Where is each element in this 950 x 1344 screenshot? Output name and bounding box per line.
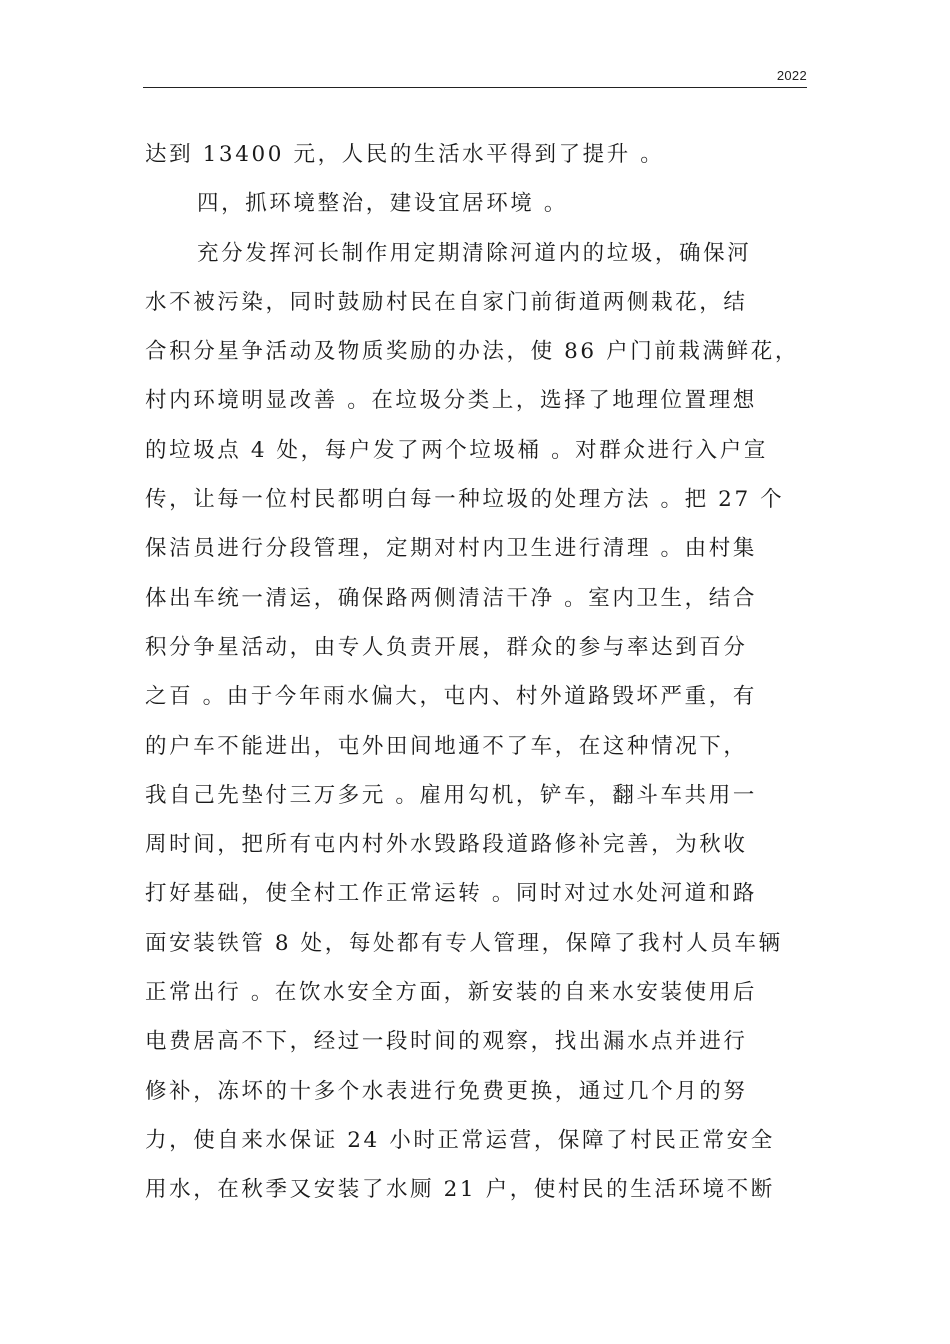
text-line: 的垃圾点 4 处，每户发了两个垃圾桶 。对群众进行入户宣 (145, 437, 768, 463)
text-line: 水不被污染，同时鼓励村民在自家门前街道两侧栽花，结 (145, 289, 748, 315)
text-line: 修补，冻坏的十多个水表进行免费更换，通过几个月的努 (145, 1078, 748, 1104)
text-line: 之百 。由于今年雨水偏大，屯内、村外道路毁坏严重，有 (145, 684, 757, 710)
text-line: 合积分星争活动及物质奖励的办法，使 86 户门前栽满鲜花， (145, 339, 799, 365)
text-line: 积分争星活动，由专人负责开展，群众的参与率达到百分 (145, 634, 748, 660)
document-body (145, 130, 809, 1215)
text-line: 周时间，把所有屯内村外水毁路段道路修补完善，为秋收 (145, 832, 748, 858)
text-line: 电费居高不下，经过一段时间的观察，找出漏水点并进行 (145, 1029, 748, 1055)
text-line: 力，使自来水保证 24 小时正常运营，保障了村民正常安全 (145, 1127, 775, 1153)
text-line: 面安装铁管 8 处，每处都有专人管理，保障了我村人员车辆 (145, 930, 783, 956)
text-line: 达到 13400 元，人民的生活水平得到了提升 。 (145, 142, 665, 167)
text-line: 用水，在秋季又安装了水厕 21 户，使村民的生活环境不断 (145, 1177, 775, 1203)
header-year: 2022 (776, 68, 807, 83)
text-line: 打好基础，使全村工作正常运转 。同时对过水处河道和路 (145, 881, 757, 907)
text-line: 保洁员进行分段管理，定期对村内卫生进行清理 。由村集 (145, 536, 757, 562)
text-line: 正常出行 。在饮水安全方面，新安装的自来水安装使用后 (145, 980, 757, 1006)
header-divider (143, 87, 807, 88)
text-line: 传，让每一位村民都明白每一种垃圾的处理方法 。把 27 个 (145, 487, 785, 513)
text-line: 充分发挥河长制作用定期清除河道内的垃圾，确保河 (197, 240, 752, 266)
text-line: 体出车统一清运，确保路两侧清洁干净 。室内卫生，结合 (145, 585, 757, 611)
section-heading: 四，抓环境整治，建设宜居环境 。 (197, 191, 568, 217)
text-line: 我自己先垫付三万多元 。雇用勾机，铲车，翻斗车共用一 (145, 782, 757, 808)
text-line: 的户车不能进出，屯外田间地通不了车，在这种情况下， (145, 733, 748, 759)
text-line: 村内环境明显改善 。在垃圾分类上，选择了地理位置理想 (145, 388, 757, 414)
